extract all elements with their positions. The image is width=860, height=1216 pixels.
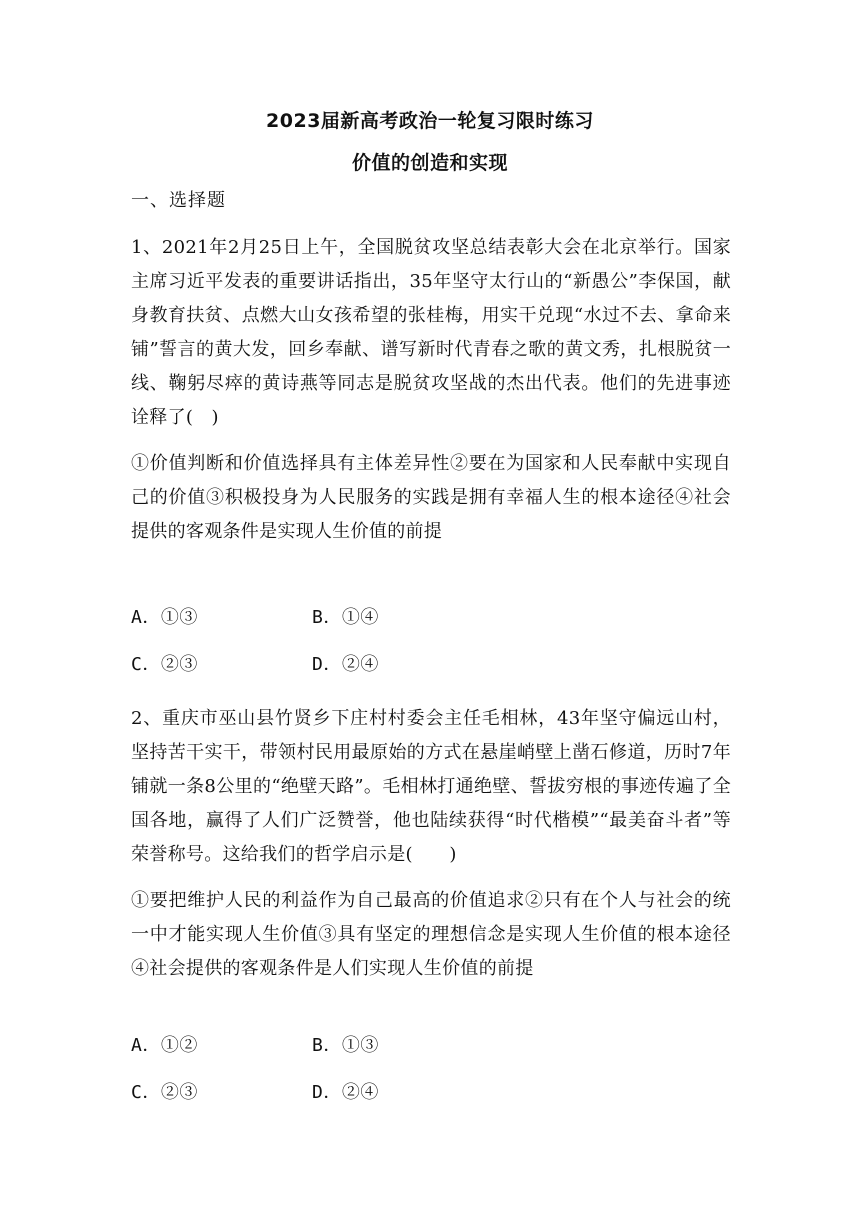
question-1-option-d: D．②④ [312,654,379,675]
question-1-option-b: B．①④ [312,607,379,628]
question-2-option-c: C．②③ [131,1082,198,1103]
question-1 [131,231,731,549]
question-1-stem: 1、2021年2月25日上午，全国脱贫攻坚总结表彰大会在北京举行。国家主席习近平发表的重要讲话指出，35年坚守太行山的“新愚公”李保国，献身教育扶贫、点燃大山女孩希望的张桂梅，用实干兑现“水过不去、拿命来铺”誓言的黄大发，回乡奉献、谱写新时代青春之歌的黄文秀，扎根脱贫一线、鞠躬尽瘁的黄诗燕等同志是脱贫攻坚战的杰出代表。他们的先进事迹诠释了( ) [131,237,731,428]
question-2-option-a: A．①② [131,1035,198,1056]
document-title: 2023届新高考政治一轮复习限时练习 [266,110,594,132]
question-2-option-d: D．②④ [312,1082,379,1103]
question-1-statements: ①价值判断和价值选择具有主体差异性②要在为国家和人民奉献中实现自己的价值③积极投身为人民服务的实践是拥有幸福人生的根本途径④社会提供的客观条件是实现人生价值的前提 [131,453,731,542]
question-1-option-a: A．①③ [131,607,198,628]
document-subtitle: 价值的创造和实现 [351,152,508,174]
section-heading: 一、选择题 [131,190,226,211]
question-2-option-b: B．①③ [312,1035,379,1056]
question-2 [131,702,731,986]
question-2-stem: 2、重庆市巫山县竹贤乡下庄村村委会主任毛相林，43年坚守偏远山村，坚持苦干实干，带领村民用最原始的方式在悬崖峭壁上凿石修道，历时7年铺就一条8公里的“绝壁天路”。毛相林打通绝壁、誓拔穷根的事迹传遍了全国各地，赢得了人们广泛赞誉，他也陆续获得“时代楷模”“最美奋斗者”等荣誉称号。这给我们的哲学启示是( ) [131,708,731,865]
question-1-option-c: C．②③ [131,654,198,675]
question-2-statements: ①要把维护人民的利益作为自己最高的价值追求②只有在个人与社会的统一中才能实现人生价值③具有坚定的理想信念是实现人生价值的根本途径④社会提供的客观条件是人们实现人生价值的前提 [131,890,731,979]
